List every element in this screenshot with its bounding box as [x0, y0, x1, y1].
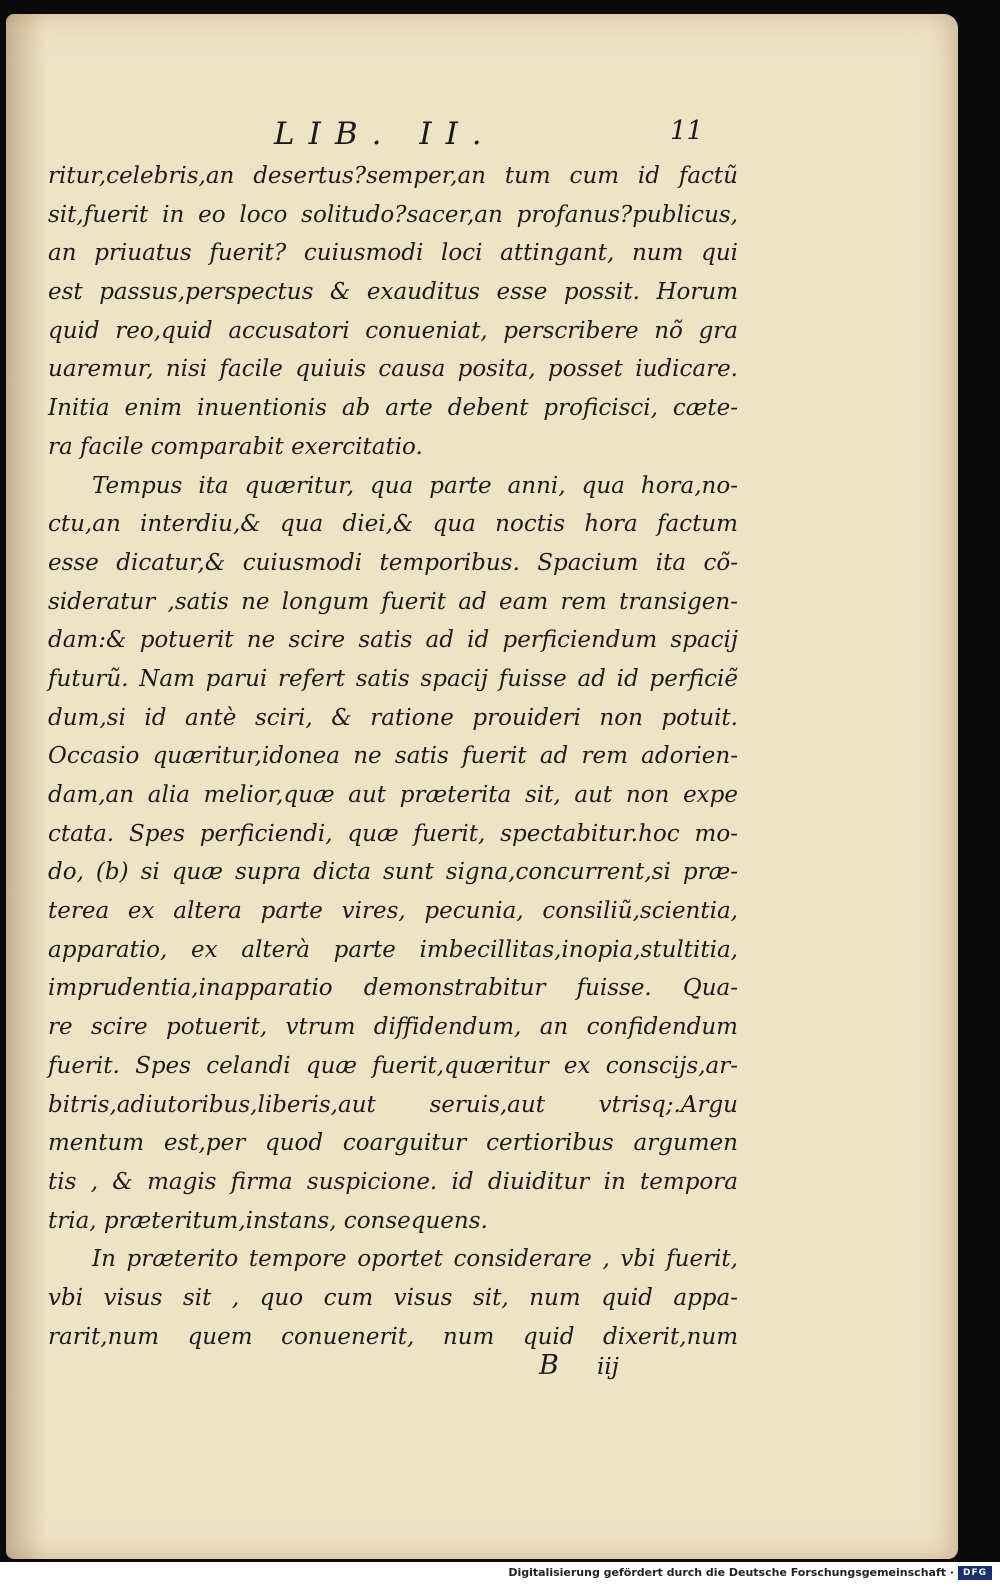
text-line: vbi visus sit , quo cum visus sit, num quid appa- — [48, 1284, 738, 1311]
text-line: tria, præteritum,instans, consequens. — [48, 1207, 488, 1234]
text-line: an priuatus fuerit? cuiusmodi loci attingant, num qui — [48, 240, 738, 267]
text-line: re scire potuerit, vtrum diffidendum, an confidendum — [48, 1014, 738, 1041]
text-line: dum,si id antè sciri, & ratione prouideri non potuit. — [48, 704, 738, 731]
text-line: esse dicatur,& cuiusmodi temporibus. Spacium ita cõ- — [48, 549, 738, 576]
funding-credit: Digitalisierung gefördert durch die Deutsche Forschungsgemeinschaft · — [508, 1566, 954, 1579]
text-line: ra facile comparabit exercitatio. — [48, 433, 423, 460]
text-line: ctata. Spes perficiendi, quæ fuerit, spectabitur.hoc mo- — [48, 820, 738, 847]
text-line: imprudentia,inapparatio demonstrabitur fuisse. Qua- — [48, 975, 738, 1002]
signature-letter: B — [539, 1350, 559, 1381]
page-header — [6, 116, 958, 156]
text-line: ctu,an interdiu,& qua diei,& qua noctis hora factum — [48, 511, 738, 538]
text-line: dam:& potuerit ne scire satis ad id perficiendum spacij — [48, 627, 738, 654]
body-text — [48, 157, 738, 1356]
text-line: tis , & magis firma suspicione. id diuiditur in tempora — [48, 1168, 738, 1195]
text-line: est passus,perspectus & exauditus esse possit. Horum — [48, 279, 738, 306]
text-line: Initia enim inuentionis ab arte debent proficisci, cæte- — [48, 395, 738, 422]
page-number: 11 — [670, 116, 704, 146]
spine-shadow — [6, 14, 46, 1559]
text-line: sit,fuerit in eo loco solitudo?sacer,an profanus?publicus, — [48, 201, 738, 228]
text-line: apparatio, ex alterà parte imbecillitas,inopia,stultitia, — [48, 936, 738, 963]
text-line: Tempus ita quæritur, qua parte anni, qua hora,no- — [92, 472, 738, 499]
text-line: ritur,celebris,an desertus?semper,an tum cum id factũ — [48, 163, 738, 189]
text-line: quid reo,quid accusatori conueniat, perscribere nõ gra — [48, 317, 738, 344]
text-line: terea ex altera parte vires, pecunia, consiliũ,scientia, — [48, 898, 738, 925]
book-page — [6, 14, 958, 1559]
text-line: uaremur, nisi facile quiuis causa posita, posset iudicare. — [48, 356, 738, 383]
text-line: bitris,adiutoribus,liberis,aut seruis,aut vtrisq;.Argu — [48, 1091, 738, 1118]
dfg-logo-icon: DFG — [958, 1566, 992, 1580]
text-line: In præterito tempore oportet considerare , vbi fuerit, — [92, 1246, 738, 1273]
text-line: fuerit. Spes celandi quæ fuerit,quæritur ex conscijs,ar- — [48, 1052, 738, 1079]
text-line: futurũ. Nam parui refert satis spacij fuisse ad id perficiẽ — [48, 665, 738, 692]
text-line: rarit,num quem conuenerit, num quid dixerit,num — [48, 1323, 738, 1350]
text-line: mentum est,per quod coarguitur certioribus argumen — [48, 1130, 738, 1157]
signature-numeral: iij — [597, 1354, 619, 1380]
running-title: LIB. II. — [274, 116, 496, 152]
text-line: Occasio quæritur,idonea ne satis fuerit ad rem adorien- — [48, 743, 738, 770]
footer-bar — [0, 1562, 1000, 1586]
text-line: do, (b) si quæ supra dicta sunt signa,concurrent,si præ- — [48, 859, 738, 886]
text-line: sideratur ,satis ne longum fuerit ad eam rem transigen- — [48, 588, 738, 615]
text-line: dam,an alia melior,quæ aut præterita sit, aut non expe — [48, 782, 738, 808]
